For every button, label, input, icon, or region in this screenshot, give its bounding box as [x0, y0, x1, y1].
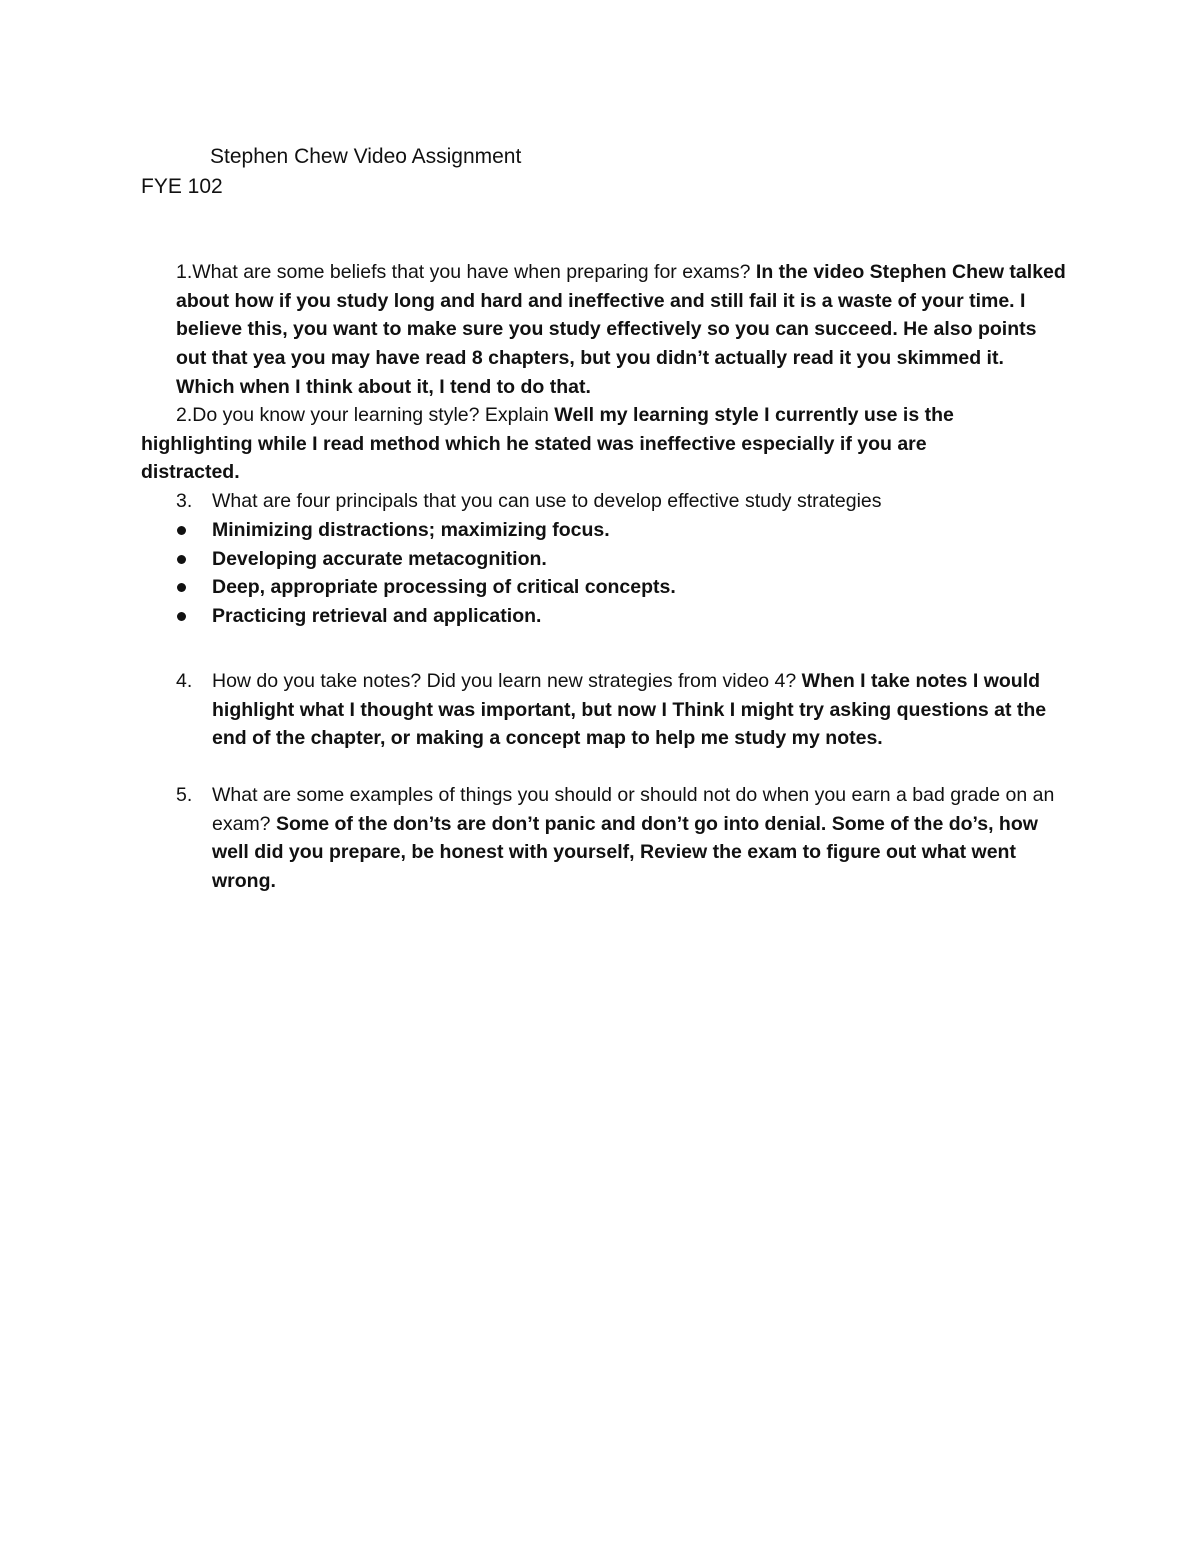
principle-4: Practicing retrieval and application.: [212, 605, 542, 627]
question-2-text: 2.Do you know your learning style? Explain: [176, 404, 549, 426]
principle-2: Developing accurate metacognition.: [212, 548, 547, 570]
answer-5-text: Some of the don’ts are don’t panic and don’t go into denial. Some of the do’s, how well did you prepare, be honest with yourself, Review the exam to figure out what went wrong.: [212, 812, 1038, 893]
question-2-block: [141, 401, 1021, 487]
bullet-icon: [177, 526, 186, 535]
bullet-icon: [177, 612, 186, 621]
bullet-icon: [177, 555, 186, 564]
question-3-text: What are four principals that you can use to develop effective study strategies: [212, 490, 882, 512]
question-5-text: What are some examples of things you should or should not do when you earn a bad grade on an exam?: [212, 784, 1055, 835]
bullet-icon: [177, 583, 186, 592]
course-code: FYE 102: [141, 175, 223, 198]
question-4-number: 4.: [176, 670, 193, 692]
answer-4-text: When I take notes I would highlight what I thought was important, but now I Think I might try asking questions at the end of the chapter, or making a concept map to help me study my notes.: [212, 670, 1047, 750]
principle-1: Minimizing distractions; maximizing focus.: [212, 519, 610, 541]
answer-1-text: In the video Stephen Chew talked about how if you study long and hard and ineffective and still fail it is a waste of your time. I believe this, you want to make sure you study effectively so you can succeed. He also points out that yea you may have read 8 chapters, but you didn’t actually read it you skimmed it. Which when I think about it, I tend to do that.: [176, 261, 1066, 398]
question-1-block: [176, 258, 1066, 402]
question-4-text: How do you take notes? Did you learn new strategies from video 4?: [212, 670, 797, 692]
question-5-block: [212, 781, 1057, 896]
question-3-number: 3.: [176, 490, 193, 512]
answer-2-text: Well my learning style I currently use is the highlighting while I read method which he stated was ineffective especially if you are distracted.: [141, 404, 954, 484]
document-title: Stephen Chew Video Assignment: [210, 145, 522, 168]
question-1-text: 1.What are some beliefs that you have when preparing for exams?: [176, 261, 751, 283]
question-5-number: 5.: [176, 784, 193, 806]
question-4-block: [212, 667, 1067, 753]
principle-3: Deep, appropriate processing of critical concepts.: [212, 576, 676, 598]
